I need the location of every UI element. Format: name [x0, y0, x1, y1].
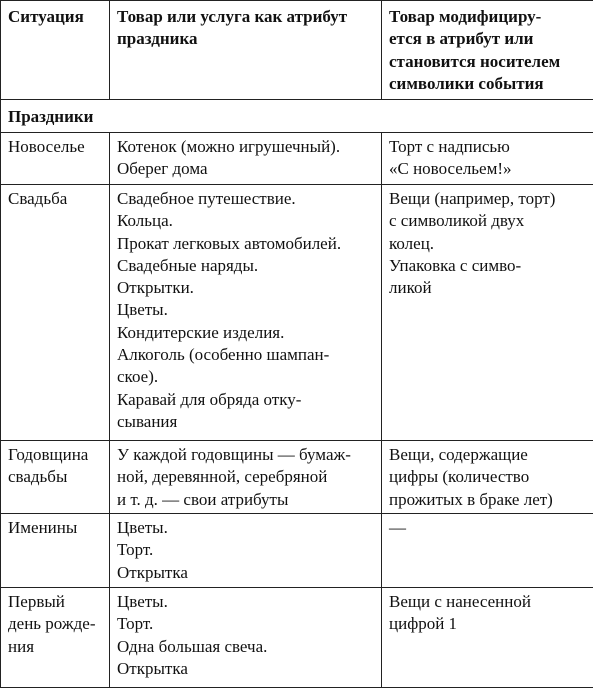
cell-line: Цветы. [117, 300, 168, 320]
cell-line: Открытка [117, 562, 188, 582]
table-row [1, 185, 593, 441]
cell-line: «С новосельем!» [389, 159, 512, 179]
cell-line: ликой [389, 278, 432, 298]
header-product [110, 1, 382, 100]
situation-cell [1, 514, 110, 588]
situation-cell [1, 441, 110, 514]
cell-line: ния [8, 636, 35, 656]
cell-line: Первый [8, 592, 65, 611]
product-cell [110, 185, 382, 441]
cell-line: Цветы. [117, 592, 168, 611]
cell-line: цифрой 1 [389, 614, 458, 634]
cell-line: Упаковка с симво- [389, 255, 522, 275]
product-cell [110, 133, 382, 185]
product-cell [110, 588, 382, 688]
header-situation [1, 1, 110, 100]
cell-line: Вещи (например, торт) [389, 189, 556, 208]
cell-line: Открытка [117, 658, 188, 678]
modified-cell [382, 185, 593, 441]
modified-cell [382, 588, 593, 688]
cell-line: Новоселье [8, 137, 85, 156]
cell-line: Кондитерские изделия. [117, 322, 285, 342]
header-line: Товар или услуга как атрибут [117, 7, 348, 26]
cell-line: цифры (количество [389, 467, 530, 487]
cell-line: ское). [117, 367, 159, 387]
situation-cell [1, 133, 110, 185]
situation-cell [1, 185, 110, 441]
modified-cell [382, 133, 593, 185]
table-row [1, 441, 593, 514]
header-line: символики события [389, 73, 544, 93]
header-line: ется в атрибут или [389, 29, 534, 49]
cell-line: Свадьба [8, 189, 68, 208]
table-row [1, 133, 593, 185]
header-line: праздника [117, 29, 198, 49]
cell-line: Цветы. [117, 518, 168, 537]
product-cell [110, 441, 382, 514]
product-cell [110, 514, 382, 588]
cell-line: Свадебные наряды. [117, 255, 259, 275]
header-line: становится носителем [389, 51, 561, 71]
cell-line: Годовщина [8, 445, 89, 464]
cell-line: с символикой двух [389, 211, 525, 231]
cell-line: Алкоголь (особенно шампан- [117, 345, 330, 365]
cell-line: Одна большая свеча. [117, 636, 268, 656]
cell-line: Оберег дома [117, 159, 208, 179]
cell-line: Котенок (можно игрушечный). [117, 137, 341, 156]
cell-line: Свадебное путешествие. [117, 189, 296, 208]
header-line: Ситуация [8, 7, 84, 26]
cell-line: Торт с надписью [389, 137, 510, 156]
header-row [1, 1, 593, 100]
cell-line: Вещи с нанесенной [389, 592, 531, 611]
cell-line: и т. д. — свои атрибуты [117, 489, 289, 509]
cell-line: ной, деревянной, серебряной [117, 467, 328, 487]
modified-cell [382, 441, 593, 514]
cell-line: Каравай для обряда отку- [117, 389, 302, 409]
cell-line: Торт. [117, 540, 154, 560]
table-row [1, 588, 593, 688]
cell-line: сывания [117, 411, 178, 431]
section-row [1, 100, 593, 133]
cell-line: прожитых в браке лет) [389, 489, 553, 509]
table-row [1, 514, 593, 588]
header-line: Товар модифициру- [389, 7, 542, 26]
cell-line: — [389, 518, 406, 537]
header-modified [382, 1, 593, 100]
modified-cell [382, 514, 593, 588]
cell-line: Открытки. [117, 278, 194, 298]
cell-line: У каждой годовщины — бумаж- [117, 445, 351, 464]
situation-cell [1, 588, 110, 688]
cell-line: Кольца. [117, 211, 173, 231]
cell-line: свадьбы [8, 467, 68, 487]
cell-line: Прокат легковых автомобилей. [117, 233, 342, 253]
cell-line: день рожде- [8, 614, 96, 634]
cell-line: Торт. [117, 614, 154, 634]
cell-line: колец. [389, 233, 435, 253]
section-title: Праздники [1, 100, 593, 133]
cell-line: Вещи, содержащие [389, 445, 528, 464]
cell-line: Именины [8, 518, 78, 537]
